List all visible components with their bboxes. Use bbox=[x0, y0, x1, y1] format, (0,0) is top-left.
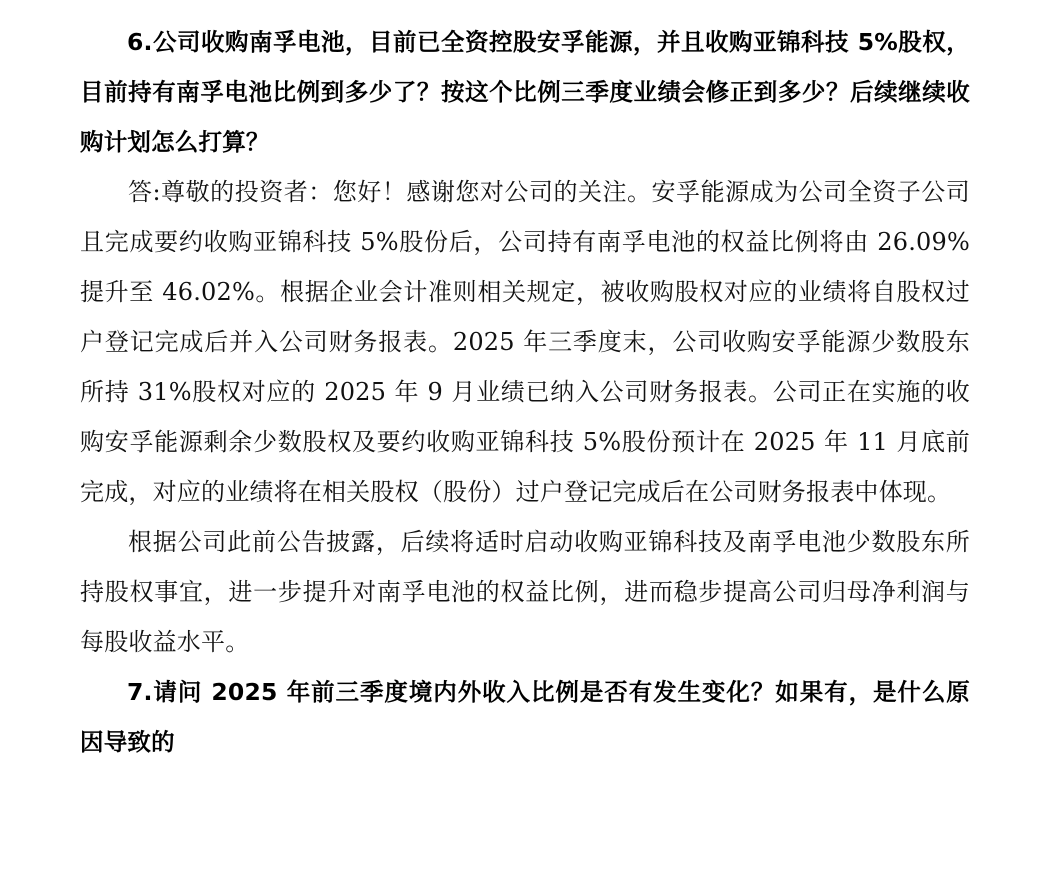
question-6: 6.公司收购南孚电池，目前已全资控股安孚能源，并且收购亚锦科技 5%股权，目前持有南孚电池比例到多少了？按这个比例三季度业绩会修正到多少？后续继续收购计划怎么打算？ bbox=[80, 28, 970, 156]
answer-6-paragraph-1: 答:尊敬的投资者：您好！感谢您对公司的关注。安孚能源成为公司全资子公司且完成要约收购亚锦科技 5%股份后，公司持有南孚电池的权益比例将由 26.09%提升至 46.02%。根据企业会计准则相关规定，被收购股权对应的业绩将自股权过户登记完成后并入公司财务报表。2025 年三季度末，公司收购安孚能源少数股东所持 31%股权对应的 2025 年 9 月业绩已纳入公司财务报表。公司正在实施的收购安孚能源剩余少数股权及要约收购亚锦科技 5%股份预计在 2025 年 11 月底前完成，对应的业绩将在相关股权（股份）过户登记完成后在公司财务报表中体现。 bbox=[80, 178, 970, 506]
document-page bbox=[80, 17, 970, 767]
answer-6-paragraph-2: 根据公司此前公告披露，后续将适时启动收购亚锦科技及南孚电池少数股东所持股权事宜，进一步提升对南孚电池的权益比例，进而稳步提高公司归母净利润与每股收益水平。 bbox=[80, 528, 970, 656]
question-7: 7.请问 2025 年前三季度境内外收入比例是否有发生变化？如果有，是什么原因导致的 bbox=[80, 678, 970, 756]
